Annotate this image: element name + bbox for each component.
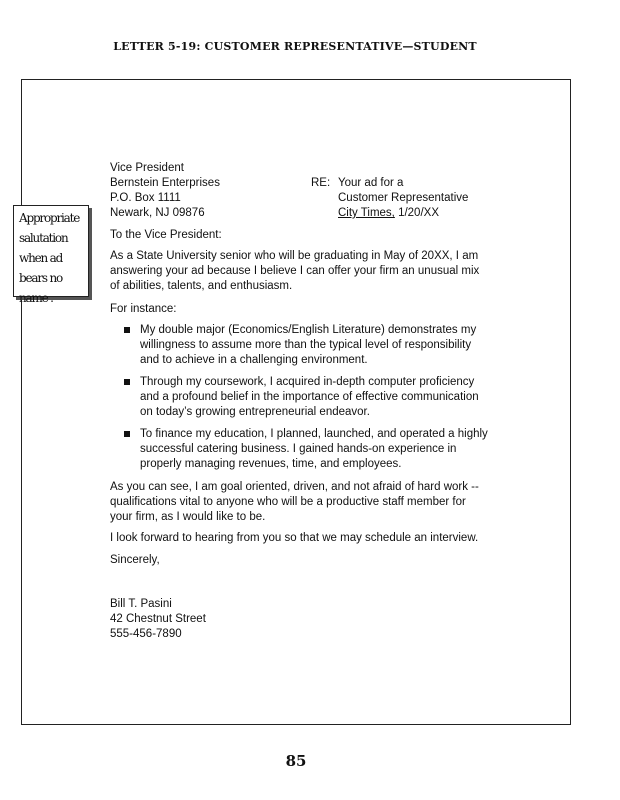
paragraph-line: of abilities, talents, and enthusiasm. <box>110 280 293 292</box>
re-reference <box>338 176 468 221</box>
note-line: when ad <box>19 251 63 265</box>
recipient-address <box>110 161 220 221</box>
bullet-line: and a profound belief in the importance of effective communication <box>140 391 479 403</box>
bullet-square-icon <box>124 327 130 333</box>
closing-paragraph <box>110 480 479 525</box>
re-line: Customer Representative <box>338 192 469 204</box>
bullet-text <box>140 323 500 368</box>
re-line: Your ad for a <box>338 177 404 189</box>
bullet-line: properly managing revenues, time, and employees. <box>140 458 402 470</box>
bullet-line: willingness to assume more than the typical level of responsibility <box>140 339 472 351</box>
re-line-publication <box>338 206 468 221</box>
publication-name: City Times, <box>338 207 395 219</box>
paragraph-line: answering your ad because I believe I can offer your firm an unusual mix <box>110 265 480 277</box>
recipient-line: Newark, NJ 09876 <box>110 207 205 219</box>
sender-line: 42 Chestnut Street <box>110 613 206 625</box>
re-label: RE: <box>311 177 331 189</box>
bullet-line: Through my coursework, I acquired in-depth computer proficiency <box>140 376 475 388</box>
paragraph-line: qualifications vital to anyone who will be a productive staff member for <box>110 496 466 508</box>
page-number: 85 <box>285 752 307 770</box>
paragraph-line: As a State University senior who will be graduating in May of 20XX, I am <box>110 250 479 262</box>
page-heading: LETTER 5-19: CUSTOMER REPRESENTATIVE—STUDENT <box>113 40 477 53</box>
note-line: salutation <box>19 231 68 245</box>
intro-paragraph <box>110 249 479 294</box>
bullet-text <box>140 375 500 420</box>
sender-line: Bill T. Pasini <box>110 598 172 610</box>
bullet-line: and to achieve in a challenging environment. <box>140 354 368 366</box>
sender-info <box>110 597 206 642</box>
bullet-square-icon <box>124 379 130 385</box>
for-instance: For instance: <box>110 303 177 315</box>
paragraph-line: As you can see, I am goal oriented, driven, and not afraid of hard work -- <box>110 481 479 493</box>
followup-paragraph: I look forward to hearing from you so that we may schedule an interview. <box>110 532 479 544</box>
recipient-line: Vice President <box>110 162 184 174</box>
recipient-line: Bernstein Enterprises <box>110 177 220 189</box>
bullet-text <box>140 427 500 472</box>
sender-line: 555-456-7890 <box>110 628 182 640</box>
paragraph-line: your firm, as I would like to be. <box>110 511 266 523</box>
note-line: bears no <box>19 271 62 285</box>
margin-note <box>13 205 89 305</box>
bullet-line: To finance my education, I planned, launched, and operated a highly <box>140 428 488 440</box>
bullet-line: on today’s growing entrepreneurial endeavor. <box>140 406 370 418</box>
note-line: Appropriate <box>19 211 80 225</box>
recipient-line: P.O. Box 1111 <box>110 192 181 204</box>
bullet-square-icon <box>124 431 130 437</box>
salutation: To the Vice President: <box>110 229 222 241</box>
re-date: 1/20/XX <box>394 207 439 219</box>
signoff: Sincerely, <box>110 554 160 566</box>
note-line: name . <box>19 291 53 305</box>
bullet-line: My double major (Economics/English Literature) demonstrates my <box>140 324 477 336</box>
bullet-line: successful catering business. I gained hands-on experience in <box>140 443 457 455</box>
